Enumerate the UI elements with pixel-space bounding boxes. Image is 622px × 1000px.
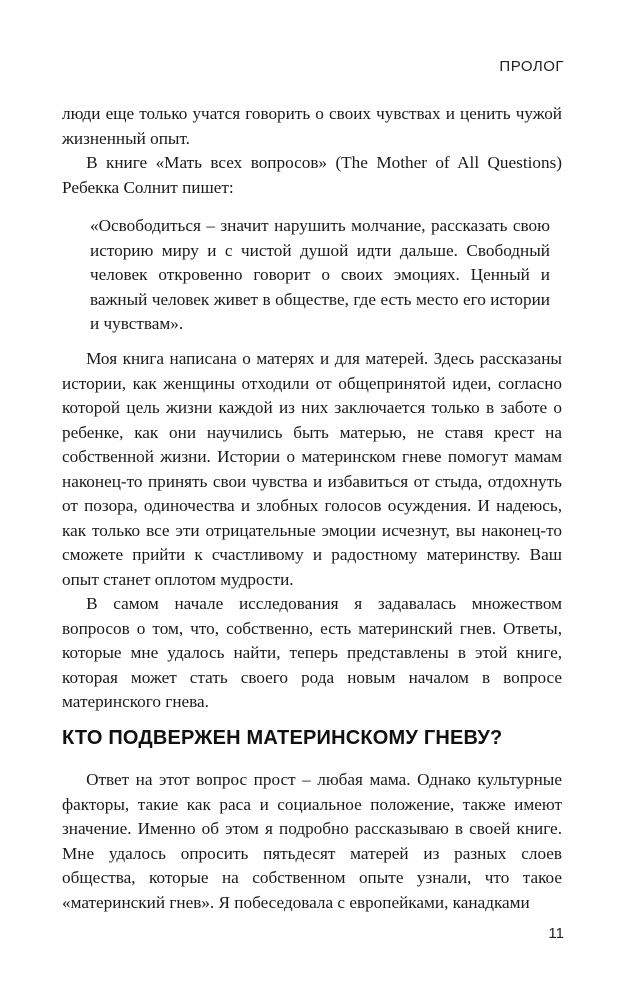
paragraph-answer: Ответ на этот вопрос прост – любая мама. Однако культурные факторы, такие как раса и социальное положение, также имеют значение. Именно об этом я подробно рассказываю в своей книге. Мне удалось опросить пятьдесят матерей из разных слоев общества, которые на собственном опыте узнали, что такое «материнский гнев». Я побеседовала с европейками, канадками — [62, 770, 562, 912]
section-heading: КТО ПОДВЕРЖЕН МАТЕРИНСКОМУ ГНЕВУ? — [62, 727, 503, 749]
text-block-main — [62, 347, 562, 715]
text-block-intro — [62, 102, 562, 200]
paragraph-research: В самом начале исследования я задавалась множеством вопросов о том, что, собственно, есть материнский гнев. Ответы, которые мне удалось найти, теперь представлены в этой книге, которая может стать своего рода новым началом в вопросе материнского гнева. — [62, 594, 562, 711]
running-title: ПРОЛОГ — [499, 58, 564, 75]
paragraph-continuation: люди еще только учатся говорить о своих чувствах и ценить чужой жизненный опыт. — [62, 104, 562, 148]
page-number: 11 — [548, 925, 564, 942]
paragraph-book-reference: В книге «Мать всех вопросов» (The Mother of All Questions) Ребекка Солнит пишет: — [62, 153, 562, 197]
block-quote — [90, 214, 550, 337]
quote-text: «Освободиться – значит нарушить молчание, рассказать свою историю миру и с чистой душой идти дальше. Свободный человек откровенно говорит о своих эмоциях. Ценный и важный человек живет в обществе, где есть место его истории и чувствам». — [90, 216, 550, 333]
text-block-section — [62, 768, 562, 915]
paragraph-book-purpose: Моя книга написана о матерях и для матерей. Здесь рассказаны истории, как женщины отходили от общепринятой идеи, согласно которой цель жизни каждой из них заключается только в заботе о ребенке, как они научились быть матерью, не ставя крест на собственной жизни. Истории о материнском гневе помогут мамам наконец-то принять свои чувства и избавиться от стыда, отдохнуть от позора, одиночества и злобных голосов осуждения. И надеюсь, как только все эти отрицательные эмоции исчезнут, вы наконец-то сможете прийти к счастливому и радостному материнству. Ваш опыт станет оплотом мудрости. — [62, 349, 562, 589]
